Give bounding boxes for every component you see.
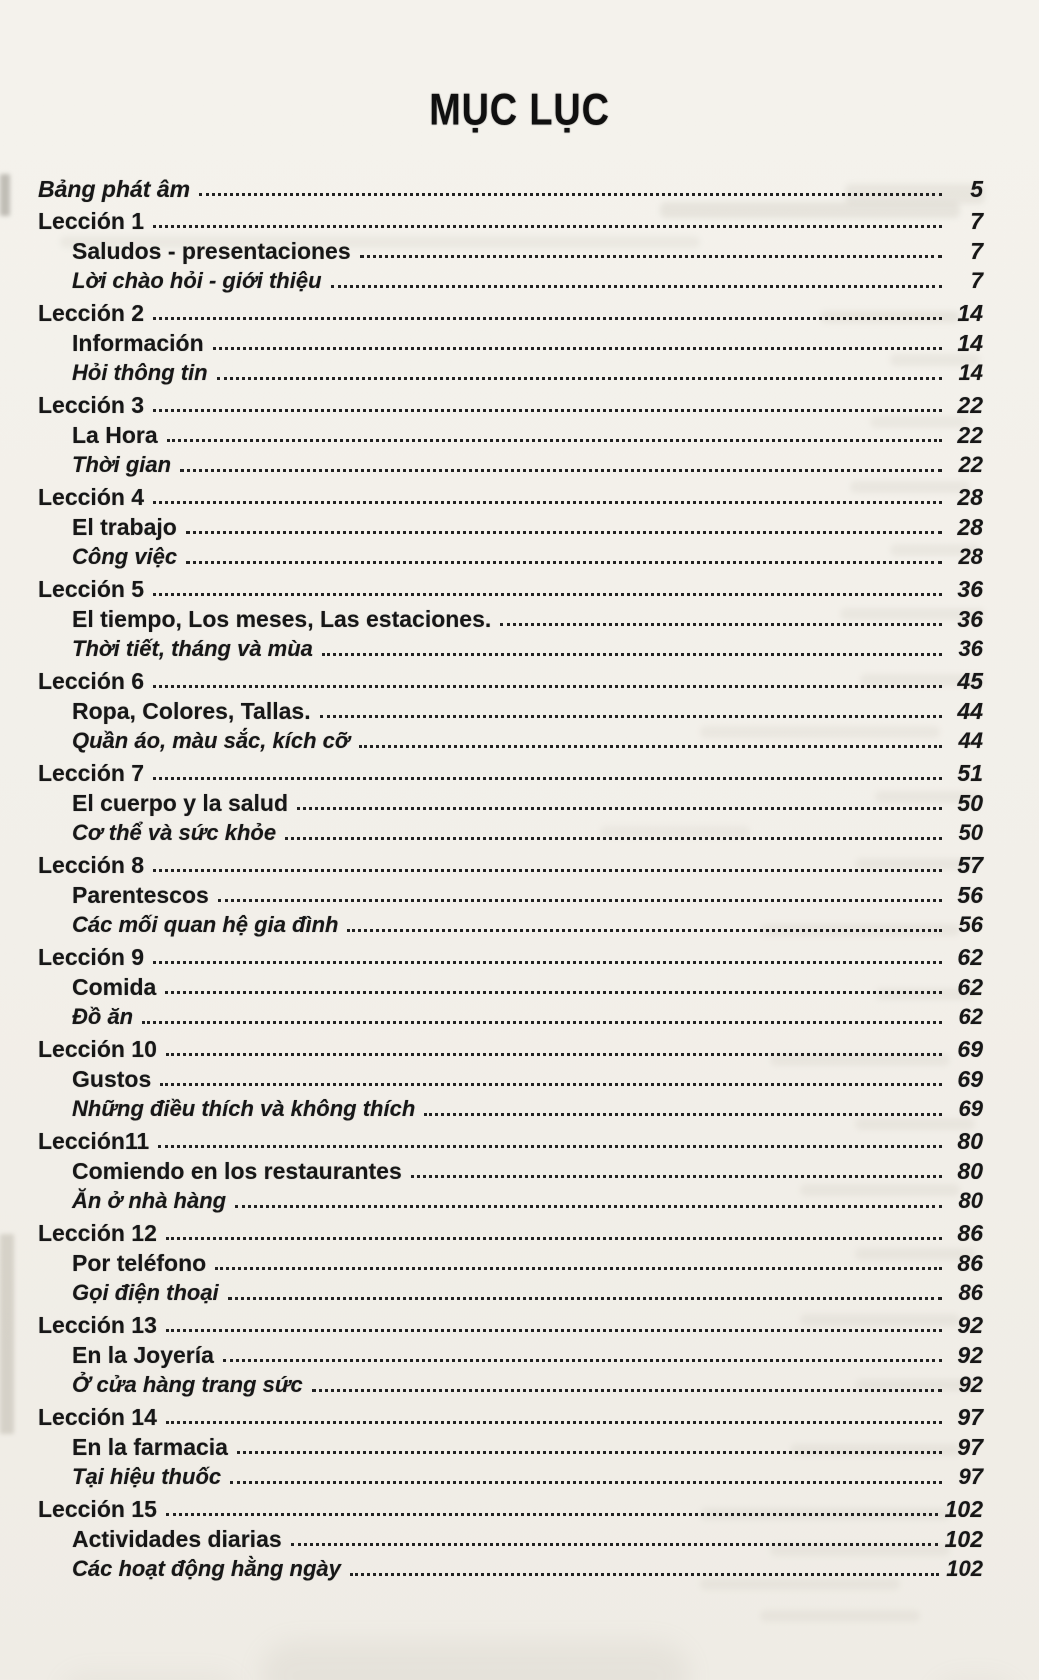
toc-entry xyxy=(72,632,983,662)
dot-leader xyxy=(153,593,942,596)
toc-entry-label: Ropa, Colores, Tallas. xyxy=(72,698,311,724)
toc-entry xyxy=(38,1124,983,1154)
toc-entry xyxy=(72,264,983,294)
toc-entry-page: 51 xyxy=(957,760,983,786)
toc-entry xyxy=(72,1460,983,1490)
toc-entry xyxy=(38,388,983,418)
dot-leader xyxy=(199,193,942,196)
toc-entry-label: Actividades diarias xyxy=(72,1526,282,1552)
toc-entry-label: Các hoạt động hằng ngày xyxy=(72,1556,341,1581)
toc-entry-label: Saludos - presentaciones xyxy=(72,238,351,264)
page-title: MỤC LỤC xyxy=(429,85,610,135)
toc-entry-page: 62 xyxy=(957,944,983,970)
toc-entry-page: 50 xyxy=(957,790,983,816)
toc-entry-page: 97 xyxy=(957,1404,983,1430)
toc-entry xyxy=(38,480,983,510)
scan-artifact xyxy=(260,1641,690,1680)
toc-entry-label: En la Joyería xyxy=(72,1342,214,1368)
toc-entry-label: Lección 15 xyxy=(38,1496,157,1522)
toc-entry-page: 69 xyxy=(957,1036,983,1062)
toc-entry-label: Cơ thể và sức khỏe xyxy=(72,820,277,845)
toc-entry-page: 22 xyxy=(957,392,983,418)
toc-entry-page: 44 xyxy=(957,698,983,724)
toc-entry-label: Lección 9 xyxy=(38,944,145,970)
dot-leader xyxy=(237,1451,942,1454)
toc-entry-label: La Hora xyxy=(72,422,158,448)
toc-entry xyxy=(38,1308,983,1338)
toc-entry-label: Ở cửa hàng trang sức xyxy=(72,1372,303,1397)
toc-list xyxy=(0,172,983,1582)
toc-entry-page: 44 xyxy=(958,728,983,753)
toc-entry-label: Parentescos xyxy=(72,882,209,908)
dot-leader xyxy=(158,1145,942,1148)
scan-artifact xyxy=(930,1676,1020,1680)
toc-entry-page: 14 xyxy=(957,330,983,356)
toc-entry-label: Lección11 xyxy=(38,1128,150,1154)
toc-entry-page: 102 xyxy=(944,1526,983,1552)
toc-entry-page: 7 xyxy=(970,268,983,293)
toc-entry-page: 97 xyxy=(957,1434,983,1460)
toc-entry xyxy=(72,510,983,540)
toc-entry-label: Thời tiết, tháng và mùa xyxy=(72,636,313,661)
toc-entry xyxy=(72,1246,983,1276)
toc-entry-page: 86 xyxy=(958,1280,983,1305)
toc-entry-label: Lección 12 xyxy=(38,1220,157,1246)
toc-entry-label: Đồ ăn xyxy=(72,1004,134,1029)
toc-entry-page: 56 xyxy=(957,882,983,908)
dot-leader xyxy=(223,1359,942,1362)
dot-leader xyxy=(153,501,942,504)
toc-entry-page: 28 xyxy=(958,544,983,569)
toc-entry xyxy=(38,664,983,694)
dot-leader xyxy=(228,1297,942,1300)
toc-entry-label: Información xyxy=(72,330,204,356)
dot-leader xyxy=(153,869,942,872)
toc-entry-page: 102 xyxy=(946,1556,983,1581)
toc-entry-page: 86 xyxy=(957,1220,983,1246)
dot-leader xyxy=(186,561,942,564)
toc-entry-label: Các mối quan hệ gia đình xyxy=(72,912,339,937)
toc-entry xyxy=(38,756,983,786)
toc-entry-page: 69 xyxy=(957,1066,983,1092)
toc-entry-label: Ăn ở nhà hàng xyxy=(72,1188,227,1213)
toc-entry-label: El cuerpo y la salud xyxy=(72,790,289,816)
dot-leader xyxy=(312,1389,942,1392)
toc-entry-label: Quần áo, màu sắc, kích cỡ xyxy=(72,728,350,753)
dot-leader xyxy=(350,1573,939,1576)
dot-leader xyxy=(166,1329,942,1332)
toc-entry-page: 92 xyxy=(957,1342,983,1368)
dot-leader xyxy=(217,377,942,380)
toc-entry xyxy=(72,326,983,356)
toc-entry-page: 62 xyxy=(957,974,983,1000)
toc-entry xyxy=(38,172,983,202)
toc-entry-label: Bảng phát âm xyxy=(38,176,191,202)
toc-entry-label: En la farmacia xyxy=(72,1434,228,1460)
toc-entry-label: Lección 3 xyxy=(38,392,145,418)
toc-entry xyxy=(38,1216,983,1246)
toc-entry-page: 14 xyxy=(957,300,983,326)
toc-entry xyxy=(72,970,983,1000)
dot-leader xyxy=(360,255,942,258)
toc-entry xyxy=(72,1092,983,1122)
toc-page xyxy=(0,86,1039,1680)
toc-entry xyxy=(38,1400,983,1430)
toc-entry xyxy=(38,572,983,602)
toc-entry-page: 14 xyxy=(958,360,983,385)
toc-entry-page: 45 xyxy=(957,668,983,694)
toc-entry-label: Lección 4 xyxy=(38,484,145,510)
toc-entry xyxy=(72,1552,983,1582)
dot-leader xyxy=(218,899,942,902)
toc-entry xyxy=(38,1032,983,1062)
toc-entry xyxy=(38,296,983,326)
dot-leader xyxy=(347,929,942,932)
dot-leader xyxy=(160,1083,942,1086)
toc-entry-label: Những điều thích và không thích xyxy=(72,1096,416,1121)
toc-entry xyxy=(38,204,983,234)
toc-entry xyxy=(72,1430,983,1460)
toc-entry-page: 22 xyxy=(958,452,983,477)
toc-entry-label: Lección 6 xyxy=(38,668,145,694)
toc-entry-page: 86 xyxy=(957,1250,983,1276)
toc-entry xyxy=(72,356,983,386)
dot-leader xyxy=(213,347,942,350)
toc-entry-page: 69 xyxy=(958,1096,983,1121)
toc-entry xyxy=(72,786,983,816)
toc-entry-label: Comiendo en los restaurantes xyxy=(72,1158,402,1184)
dot-leader xyxy=(424,1113,942,1116)
toc-entry-page: 28 xyxy=(957,484,983,510)
toc-entry-page: 62 xyxy=(958,1004,983,1029)
toc-entry-page: 36 xyxy=(958,636,983,661)
toc-entry xyxy=(72,602,983,632)
toc-entry xyxy=(72,908,983,938)
toc-entry-page: 92 xyxy=(957,1312,983,1338)
dot-leader xyxy=(166,1053,942,1056)
toc-entry xyxy=(72,540,983,570)
toc-entry xyxy=(38,1492,983,1522)
dot-leader xyxy=(297,807,942,810)
dot-leader xyxy=(235,1205,942,1208)
dot-leader xyxy=(153,685,942,688)
toc-entry-page: 50 xyxy=(958,820,983,845)
toc-entry-label: Gustos xyxy=(72,1066,152,1092)
toc-entry-label: Lección 13 xyxy=(38,1312,157,1338)
dot-leader xyxy=(166,1513,938,1516)
toc-entry-label: Comida xyxy=(72,974,157,1000)
toc-entry-label: Công việc xyxy=(72,544,178,569)
toc-entry xyxy=(72,1368,983,1398)
dot-leader xyxy=(153,225,942,228)
dot-leader xyxy=(153,961,942,964)
dot-leader xyxy=(411,1175,942,1178)
toc-entry-label: Tại hiệu thuốc xyxy=(72,1464,222,1489)
toc-entry xyxy=(72,1338,983,1368)
toc-entry xyxy=(72,878,983,908)
toc-entry-label: Thời gian xyxy=(72,452,172,477)
dot-leader xyxy=(167,439,942,442)
toc-entry-label: Lời chào hỏi - giới thiệu xyxy=(72,268,322,293)
dot-leader xyxy=(500,623,942,626)
toc-entry xyxy=(72,234,983,264)
toc-entry-page: 7 xyxy=(970,208,983,234)
toc-entry-page: 92 xyxy=(958,1372,983,1397)
toc-entry-label: Hỏi thông tin xyxy=(72,360,208,385)
toc-entry-page: 7 xyxy=(970,238,983,264)
toc-entry-label: Lección 1 xyxy=(38,208,145,234)
toc-entry xyxy=(72,1062,983,1092)
toc-entry-label: Lección 2 xyxy=(38,300,145,326)
toc-entry-page: 22 xyxy=(957,422,983,448)
scan-artifact xyxy=(760,1610,920,1622)
toc-entry-label: El tiempo, Los meses, Las estaciones. xyxy=(72,606,492,632)
dot-leader xyxy=(165,991,942,994)
dot-leader xyxy=(153,409,942,412)
toc-entry-label: Lección 7 xyxy=(38,760,145,786)
dot-leader xyxy=(166,1421,942,1424)
toc-entry-page: 5 xyxy=(970,176,983,202)
toc-entry-label: Lección 14 xyxy=(38,1404,157,1430)
toc-entry-label: El trabajo xyxy=(72,514,177,540)
toc-entry xyxy=(72,816,983,846)
toc-entry-label: Por teléfono xyxy=(72,1250,207,1276)
dot-leader xyxy=(153,777,942,780)
toc-entry-label: Gọi điện thoại xyxy=(72,1280,219,1305)
toc-entry xyxy=(72,1276,983,1306)
toc-entry-label: Lección 10 xyxy=(38,1036,157,1062)
dot-leader xyxy=(285,837,942,840)
toc-entry-page: 57 xyxy=(957,852,983,878)
dot-leader xyxy=(322,653,942,656)
toc-entry xyxy=(72,1000,983,1030)
toc-entry xyxy=(72,724,983,754)
toc-entry xyxy=(38,940,983,970)
toc-entry xyxy=(72,418,983,448)
toc-entry-page: 56 xyxy=(958,912,983,937)
toc-entry-page: 97 xyxy=(958,1464,983,1489)
dot-leader xyxy=(215,1267,942,1270)
toc-entry-page: 36 xyxy=(957,576,983,602)
dot-leader xyxy=(153,317,942,320)
dot-leader xyxy=(320,715,942,718)
dot-leader xyxy=(230,1481,942,1484)
dot-leader xyxy=(331,285,942,288)
dot-leader xyxy=(142,1021,942,1024)
toc-entry xyxy=(72,1184,983,1214)
toc-entry-page: 102 xyxy=(944,1496,983,1522)
dot-leader xyxy=(291,1543,938,1546)
dot-leader xyxy=(180,469,942,472)
toc-entry-page: 36 xyxy=(957,606,983,632)
dot-leader xyxy=(186,531,942,534)
toc-entry xyxy=(72,694,983,724)
toc-entry-page: 28 xyxy=(957,514,983,540)
dot-leader xyxy=(166,1237,942,1240)
toc-entry xyxy=(72,1522,983,1552)
toc-entry-page: 80 xyxy=(957,1158,983,1184)
toc-entry-page: 80 xyxy=(958,1188,983,1213)
toc-entry-label: Lección 8 xyxy=(38,852,145,878)
toc-entry xyxy=(72,1154,983,1184)
toc-entry xyxy=(72,448,983,478)
toc-entry xyxy=(38,848,983,878)
scan-artifact xyxy=(60,1671,240,1680)
dot-leader xyxy=(359,745,942,748)
toc-entry-page: 80 xyxy=(957,1128,983,1154)
toc-entry-label: Lección 5 xyxy=(38,576,145,602)
